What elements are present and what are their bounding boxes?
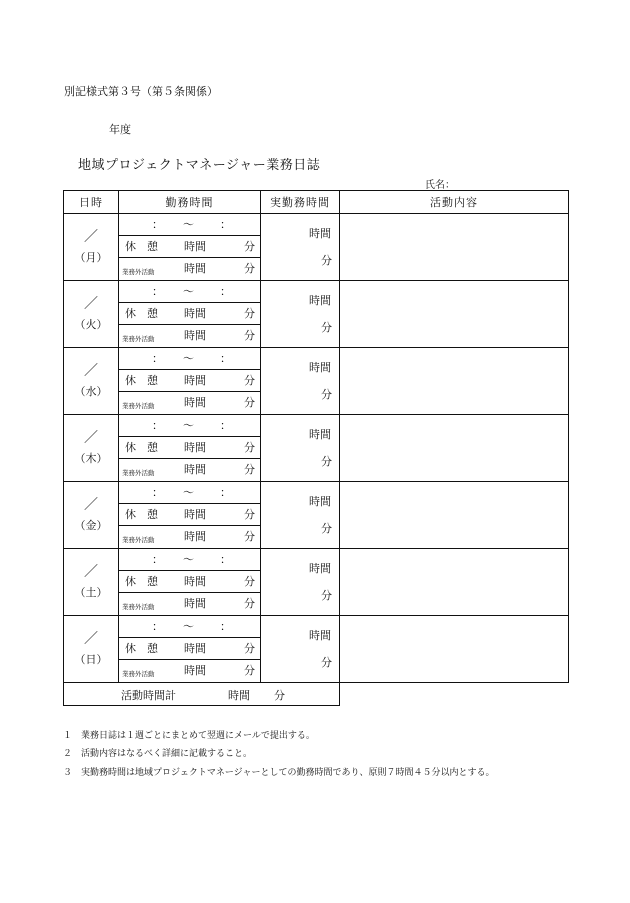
work-time-cell — [119, 348, 261, 415]
break-time-field[interactable] — [119, 303, 260, 325]
break-time-field[interactable] — [119, 504, 260, 526]
date-slash: ／ — [84, 497, 98, 513]
total-row — [64, 683, 569, 706]
break-minutes-label: 分 — [244, 508, 255, 521]
work-time-cell — [119, 214, 261, 281]
outside-hours-label: 時間 — [184, 530, 206, 543]
colon-end: ： — [220, 486, 231, 499]
day-of-week: （水） — [74, 385, 108, 398]
colon-end: ： — [220, 218, 231, 231]
colon-end: ： — [220, 352, 231, 365]
form-reference: 別記様式第３号（第５条関係） — [64, 85, 218, 98]
outside-activity-label: 業務外活動 — [122, 469, 155, 477]
outside-activity-label: 業務外活動 — [122, 402, 155, 410]
outside-minutes-label: 分 — [244, 329, 255, 342]
actual-time-cell[interactable] — [261, 281, 340, 348]
activity-content-cell[interactable] — [340, 616, 569, 683]
colon-start: ： — [152, 285, 163, 298]
blank-cell — [340, 683, 569, 706]
actual-hours-label: 時間 — [309, 428, 331, 441]
header-date: 日時 — [64, 191, 119, 214]
break-time-field[interactable] — [119, 571, 260, 593]
date-slash: ／ — [84, 430, 98, 446]
date-cell[interactable] — [64, 214, 119, 281]
activity-content-cell[interactable] — [340, 348, 569, 415]
break-label: 休 憩 — [125, 441, 158, 454]
break-minutes-label: 分 — [244, 240, 255, 253]
actual-time-cell[interactable] — [261, 214, 340, 281]
header-work-time: 勤務時間 — [119, 191, 261, 214]
outside-activity-field[interactable] — [119, 392, 260, 414]
activity-content-cell[interactable] — [340, 549, 569, 616]
day-of-week: （日） — [74, 653, 108, 666]
break-hours-label: 時間 — [184, 575, 206, 588]
actual-time-cell[interactable] — [261, 549, 340, 616]
day-row — [64, 415, 569, 482]
outside-activity-label: 業務外活動 — [122, 335, 155, 343]
total-activity-time[interactable] — [64, 683, 340, 706]
break-label: 休 憩 — [125, 240, 158, 253]
break-hours-label: 時間 — [184, 441, 206, 454]
day-of-week: （木） — [74, 452, 108, 465]
day-row — [64, 348, 569, 415]
break-label: 休 憩 — [125, 642, 158, 655]
work-time-cell — [119, 549, 261, 616]
outside-minutes-label: 分 — [244, 463, 255, 476]
break-time-field[interactable] — [119, 437, 260, 459]
day-row — [64, 482, 569, 549]
actual-minutes-label: 分 — [321, 455, 332, 468]
date-slash: ／ — [84, 564, 98, 580]
date-slash: ／ — [84, 363, 98, 379]
date-cell[interactable] — [64, 348, 119, 415]
outside-minutes-label: 分 — [244, 664, 255, 677]
actual-hours-label: 時間 — [309, 629, 331, 642]
colon-end: ： — [220, 285, 231, 298]
tilde: ～ — [183, 553, 194, 566]
tilde: ～ — [183, 620, 194, 633]
outside-activity-label: 業務外活動 — [122, 268, 155, 276]
header-activity: 活動内容 — [340, 191, 569, 214]
date-slash: ／ — [84, 631, 98, 647]
break-time-field[interactable] — [119, 370, 260, 392]
colon-start: ： — [152, 553, 163, 566]
work-time-cell — [119, 281, 261, 348]
outside-activity-field[interactable] — [119, 593, 260, 615]
total-hours-label: 時間 — [228, 689, 250, 702]
time-range-field[interactable] — [119, 616, 260, 638]
break-label: 休 憩 — [125, 508, 158, 521]
outside-hours-label: 時間 — [184, 329, 206, 342]
day-rows — [64, 214, 569, 683]
date-cell[interactable] — [64, 482, 119, 549]
outside-minutes-label: 分 — [244, 396, 255, 409]
break-minutes-label: 分 — [244, 374, 255, 387]
tilde: ～ — [183, 486, 194, 499]
total-label: 活動時間計 — [121, 689, 176, 702]
note-2: ２ 活動内容はなるべく詳細に記載すること。 — [63, 749, 253, 759]
document-title: 地域プロジェクトマネージャー業務日誌 — [78, 158, 321, 173]
outside-activity-field[interactable] — [119, 526, 260, 548]
outside-hours-label: 時間 — [184, 463, 206, 476]
work-time-cell — [119, 482, 261, 549]
break-label: 休 憩 — [125, 575, 158, 588]
break-minutes-label: 分 — [244, 307, 255, 320]
break-minutes-label: 分 — [244, 441, 255, 454]
day-of-week: （火） — [74, 318, 108, 331]
date-slash: ／ — [84, 296, 98, 312]
break-time-field[interactable] — [119, 236, 260, 258]
colon-end: ： — [220, 419, 231, 432]
break-hours-label: 時間 — [184, 374, 206, 387]
colon-start: ： — [152, 620, 163, 633]
work-time-cell — [119, 415, 261, 482]
header-actual-time: 実勤務時間 — [261, 191, 340, 214]
activity-content-cell[interactable] — [340, 281, 569, 348]
colon-end: ： — [220, 620, 231, 633]
date-cell[interactable] — [64, 549, 119, 616]
break-hours-label: 時間 — [184, 508, 206, 521]
outside-minutes-label: 分 — [244, 597, 255, 610]
actual-minutes-label: 分 — [321, 388, 332, 401]
tilde: ～ — [183, 352, 194, 365]
actual-hours-label: 時間 — [309, 361, 331, 374]
outside-activity-label: 業務外活動 — [122, 670, 155, 678]
break-label: 休 憩 — [125, 374, 158, 387]
outside-activity-field[interactable] — [119, 325, 260, 347]
total-minutes-label: 分 — [274, 689, 285, 702]
actual-time-cell[interactable] — [261, 415, 340, 482]
actual-hours-label: 時間 — [309, 562, 331, 575]
actual-minutes-label: 分 — [321, 656, 332, 669]
name-label: 氏名： — [425, 180, 455, 191]
break-minutes-label: 分 — [244, 575, 255, 588]
tilde: ～ — [183, 218, 194, 231]
colon-start: ： — [152, 419, 163, 432]
day-row — [64, 214, 569, 281]
actual-time-cell[interactable] — [261, 348, 340, 415]
break-minutes-label: 分 — [244, 642, 255, 655]
header-row — [64, 191, 569, 214]
break-hours-label: 時間 — [184, 240, 206, 253]
outside-minutes-label: 分 — [244, 262, 255, 275]
outside-hours-label: 時間 — [184, 664, 206, 677]
time-range-field[interactable] — [119, 214, 260, 236]
day-row — [64, 549, 569, 616]
outside-minutes-label: 分 — [244, 530, 255, 543]
break-hours-label: 時間 — [184, 642, 206, 655]
colon-start: ： — [152, 218, 163, 231]
activity-content-cell[interactable] — [340, 482, 569, 549]
time-range-field[interactable] — [119, 415, 260, 437]
time-range-field[interactable] — [119, 549, 260, 571]
actual-hours-label: 時間 — [309, 227, 331, 240]
work-time-cell — [119, 616, 261, 683]
date-slash: ／ — [84, 229, 98, 245]
break-hours-label: 時間 — [184, 307, 206, 320]
outside-hours-label: 時間 — [184, 597, 206, 610]
actual-time-cell[interactable] — [261, 616, 340, 683]
work-log-table — [63, 190, 569, 706]
actual-minutes-label: 分 — [321, 589, 332, 602]
time-range-field[interactable] — [119, 348, 260, 370]
actual-minutes-label: 分 — [321, 254, 332, 267]
outside-hours-label: 時間 — [184, 396, 206, 409]
time-range-field[interactable] — [119, 281, 260, 303]
break-label: 休 憩 — [125, 307, 158, 320]
note-1: １ 業務日誌は１週ごとにまとめて翌週にメールで提出する。 — [63, 731, 315, 741]
tilde: ～ — [183, 419, 194, 432]
fiscal-year-label: 年度 — [109, 123, 131, 136]
date-cell[interactable] — [64, 281, 119, 348]
outside-activity-field[interactable] — [119, 459, 260, 481]
activity-content-cell[interactable] — [340, 214, 569, 281]
tilde: ～ — [183, 285, 194, 298]
colon-end: ： — [220, 553, 231, 566]
activity-content-cell[interactable] — [340, 415, 569, 482]
colon-start: ： — [152, 486, 163, 499]
break-time-field[interactable] — [119, 638, 260, 660]
day-of-week: （金） — [74, 519, 108, 532]
day-of-week: （月） — [74, 251, 108, 264]
time-range-field[interactable] — [119, 482, 260, 504]
outside-activity-field[interactable] — [119, 258, 260, 280]
day-of-week: （土） — [74, 586, 108, 599]
day-row — [64, 281, 569, 348]
actual-minutes-label: 分 — [321, 522, 332, 535]
outside-activity-field[interactable] — [119, 660, 260, 682]
outside-hours-label: 時間 — [184, 262, 206, 275]
note-3: ３ 実勤務時間は地域プロジェクトマネージャーとしての勤務時間であり、原則７時間４５分以内とする。 — [63, 768, 495, 778]
actual-hours-label: 時間 — [309, 294, 331, 307]
date-cell[interactable] — [64, 616, 119, 683]
colon-start: ： — [152, 352, 163, 365]
actual-minutes-label: 分 — [321, 321, 332, 334]
outside-activity-label: 業務外活動 — [122, 603, 155, 611]
actual-hours-label: 時間 — [309, 495, 331, 508]
outside-activity-label: 業務外活動 — [122, 536, 155, 544]
date-cell[interactable] — [64, 415, 119, 482]
day-row — [64, 616, 569, 683]
actual-time-cell[interactable] — [261, 482, 340, 549]
